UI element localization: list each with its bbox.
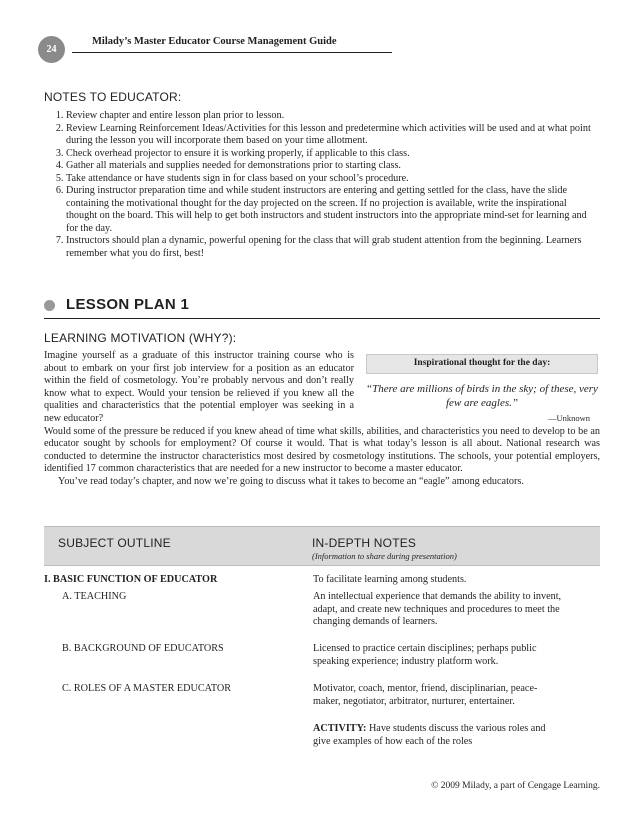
table-row-notes: To facilitate learning among students. [313, 574, 467, 585]
bullet-icon [44, 300, 55, 311]
lesson-rule [44, 318, 600, 319]
page-header [34, 30, 594, 66]
table-row-notes: Motivator, coach, mentor, friend, disciplinarian, peace-maker, negotiator, arbitrator, nurturer, entertainer. [313, 683, 538, 707]
motivation-heading: LEARNING MOTIVATION (WHY?): [44, 331, 237, 345]
table-row-subject: I. BASIC FUNCTION OF EDUCATOR [44, 574, 218, 585]
list-item: 4. Gather all materials and supplies needed for demonstrations prior to starting class. [66, 160, 600, 173]
in-depth-notes-header: IN-DEPTH NOTES [312, 536, 417, 550]
in-depth-notes-subheader: (Information to share during presentation) [312, 551, 457, 561]
list-item: 5. Take attendance or have students sign in for class based on your school’s procedure. [66, 173, 600, 186]
header-rule [72, 52, 392, 53]
activity-note [313, 723, 563, 748]
motivation-paragraph: Imagine yourself as a graduate of this instructor training course who is about to embark on your first job interview for a position as an educator within the field of cosmetology. You’re probably nervous and don’t really know what to expect. Would your tension be relieved if you knew all the qualities and characteristics that the potential employer was seeking in a new educator? [44, 350, 354, 424]
inspirational-quote-box [366, 354, 598, 426]
notes-list [44, 110, 600, 260]
subject-outline-header: SUBJECT OUTLINE [58, 536, 171, 550]
motivation-closing: You’ve read today’s chapter, and now we’re going to discuss what it takes to become an “eagle” among educators. [58, 475, 524, 487]
lesson-plan-header [44, 296, 600, 316]
lesson-title: LESSON PLAN 1 [66, 296, 190, 313]
list-item: 3. Check overhead projector to ensure it is working properly, if applicable to this class. [66, 148, 600, 161]
notes-section [44, 90, 600, 260]
quote-label: Inspirational thought for the day: [366, 354, 598, 374]
list-item: 6. During instructor preparation time and while student instructors are entering and getting settled for the class, have the slide containing the motivational thought for the day projected on the screen. If no projection is available, write the inspirational thought on the board. This will help to get both instructors and student instructors into the appropriate mind-set for learning and for the day. [66, 185, 600, 235]
activity-label: ACTIVITY: [313, 723, 367, 734]
table-row-notes: Licensed to practice certain disciplines; perhaps public speaking experience; industry platform work. [313, 643, 537, 667]
outline-table-header [44, 526, 600, 566]
table-row-subject: A. TEACHING [62, 591, 127, 602]
notes-heading: NOTES TO EDUCATOR: [44, 90, 182, 104]
table-row-subject: C. ROLES OF A MASTER EDUCATOR [62, 683, 232, 694]
quote-text: “There are millions of birds in the sky; of these, very few are eagles.” [366, 382, 598, 409]
table-row-notes: An intellectual experience that demands the ability to invent, adapt, and create new techniques and procedures to meet the changing demands of learners. [313, 591, 562, 628]
page-number-badge: 24 [38, 36, 65, 63]
quote-attribution: —Unknown [547, 412, 590, 423]
footer-copyright: © 2009 Milady, a part of Cengage Learning. [431, 781, 600, 791]
list-item: 7. Instructors should plan a dynamic, powerful opening for the class that will grab student attention from the beginning. Learners remember what you do first, best! [66, 235, 600, 260]
list-item: 1. Review chapter and entire lesson plan prior to lesson. [66, 110, 600, 123]
motivation-section [44, 350, 600, 489]
running-head: Milady’s Master Educator Course Management Guide [92, 36, 337, 47]
list-item: 2. Review Learning Reinforcement Ideas/Activities for this lesson and predetermine which activities will be used and at what point during the lesson you will incorporate them based on your time allotment. [66, 123, 600, 148]
activity-text: Have students discuss the various roles and give examples of how each of the roles [313, 723, 546, 747]
table-row-subject: B. BACKGROUND OF EDUCATORS [62, 643, 224, 654]
motivation-paragraph-continued: Would some of the pressure be reduced if you knew ahead of time what skills, abilities, and characteristics you need to develop to be an educator sought by schools for employment? Of course it would. That is what today’s lesson is all about. National research was conducted to determine the instructor characteristics most desired by cosmetology institutions. The schools, your potential employers, identified 17 common characteristics that are needed for a new instructor to become a master educator. [44, 425, 600, 475]
